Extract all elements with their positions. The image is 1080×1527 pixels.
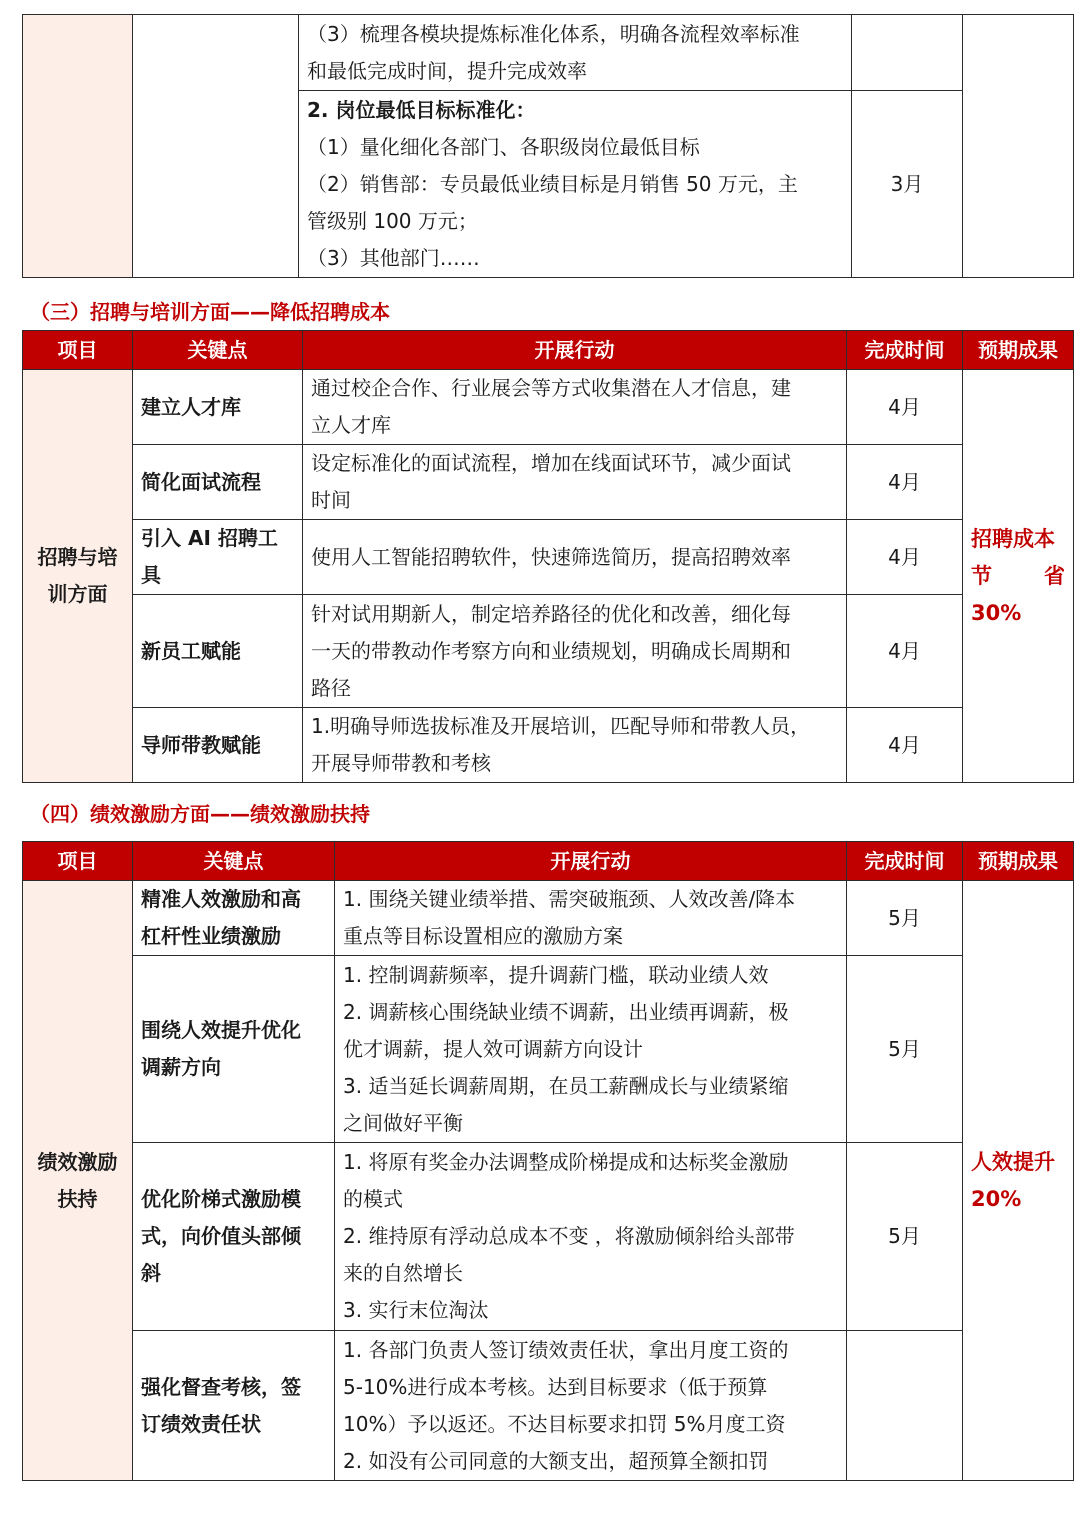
key-line: 围绕人效提升优化 [141,1018,301,1042]
top-table [22,14,1074,278]
project-line: 训方面 [47,582,108,606]
action-line: 的模式 [343,1187,403,1211]
action-line: 之间做好平衡 [343,1110,463,1135]
action-cell [335,1331,847,1481]
time-cell: 4月 [847,370,963,445]
project-cell [23,881,133,1481]
action-line: 1. 各部门负责人签订绩效责任状，拿出月度工资的 [343,1337,789,1362]
action-heading: 2. 岗位最低目标标准化： [307,97,536,122]
key-line: 建立人才库 [141,394,241,419]
header-project: 项目 [23,331,133,370]
project-line: 绩效激励 [37,1149,118,1174]
header-time: 完成时间 [847,331,963,370]
section-4-table [22,841,1074,1481]
action-line: 10%）予以返还。不达目标要求扣罚 5%月度工资 [343,1411,786,1436]
key-cell [133,370,303,445]
action-line: 一天的带教动作考察方向和业绩规划，明确成长周期和 [311,638,791,663]
time-cell: 4月 [847,708,963,783]
key-line: 精准人效激励和高 [141,887,301,911]
result-char: 省 [1044,563,1065,588]
action-cell [303,370,847,445]
time-cell: 3月 [852,91,963,278]
header-project: 项目 [23,842,133,881]
section-3-table [22,330,1074,783]
key-cell [133,445,303,520]
result-line-spread [971,558,1065,595]
key-cell [133,1143,335,1331]
action-cell [303,595,847,708]
project-line: 扶持 [57,1186,98,1211]
key-line: 强化督查考核，签 [141,1374,301,1399]
time-cell [852,15,963,91]
action-line: 通过校企合作、行业展会等方式收集潜在人才信息，建 [311,376,791,400]
time-cell: 5月 [847,1143,963,1331]
action-cell [303,520,847,595]
action-line: 重点等目标设置相应的激励方案 [343,924,623,948]
action-line: 1. 围绕关键业绩举措、需突破瓶颈、人效改善/降本 [343,887,796,911]
result-cell [963,881,1074,1481]
time-cell: 4月 [847,445,963,520]
action-cell [299,15,852,91]
key-line: 斜 [141,1261,161,1285]
action-line: 优才调薪，提人效可调薪方向设计 [343,1036,643,1061]
action-line: 3. 实行末位淘汰 [343,1298,489,1322]
action-line: （3）梳理各模块提炼标准化体系，明确各流程效率标准 [307,21,800,46]
key-line: 调薪方向 [141,1055,221,1079]
action-line: （1）量化细化各部门、各职级岗位最低目标 [307,134,700,159]
action-cell [303,708,847,783]
result-line: 招聘成本 [971,526,1055,551]
action-line: 时间 [311,488,351,512]
header-action: 开展行动 [335,842,847,881]
key-line: 新员工赋能 [141,638,241,663]
action-line: 针对试用期新人，制定培养路径的优化和改善，细化每 [311,601,791,626]
time-cell: 4月 [847,520,963,595]
key-cell-continued [133,15,299,278]
project-cell [23,370,133,783]
header-result: 预期成果 [963,331,1074,370]
header-time: 完成时间 [847,842,963,881]
project-cell-continued [23,15,133,278]
key-cell [133,881,335,956]
header-key: 关键点 [133,842,335,881]
result-line: 人效提升 [971,1149,1055,1174]
time-cell: 4月 [847,595,963,708]
project-line: 招聘与培 [37,545,118,569]
action-cell [335,1143,847,1331]
key-cell [133,956,335,1143]
header-result: 预期成果 [963,842,1074,881]
action-line: （2）销售部：专员最低业绩目标是月销售 50 万元，主 [307,171,798,196]
action-line: 开展导师带教和考核 [311,751,491,775]
time-cell: 5月 [847,956,963,1143]
result-char: 节 [971,563,992,588]
action-line: 立人才库 [311,413,391,437]
action-line: 2. 如没有公司同意的大额支出，超预算全额扣罚 [343,1448,769,1473]
action-line: （3）其他部门…… [307,245,480,270]
result-value: 30% [971,600,1022,625]
action-cell [335,956,847,1143]
result-cell [963,370,1074,783]
action-line: 来的自然增长 [343,1261,463,1285]
action-line: 2. 维持原有浮动总成本不变 ，将激励倾斜给头部带 [343,1224,795,1248]
action-line: 5-10%进行成本考核。达到目标要求（低于预算 [343,1374,768,1399]
action-line: 和最低完成时间，提升完成效率 [307,58,587,83]
action-cell [335,881,847,956]
key-line: 订绩效责任状 [141,1411,261,1436]
section-4-title: （四）绩效激励方面——绩效激励扶持 [30,802,370,826]
time-cell [847,1331,963,1481]
result-value: 20% [971,1186,1022,1211]
action-cell [299,91,852,278]
key-line: 式，向价值头部倾 [141,1224,301,1248]
action-line: 1. 控制调薪频率，提升调薪门槛，联动业绩人效 [343,962,769,987]
key-line: 杠杆性业绩激励 [141,924,281,948]
key-line: 简化面试流程 [141,469,261,494]
header-action: 开展行动 [303,331,847,370]
action-line: 1.明确导师选拔标准及开展培训，匹配导师和带教人员， [311,714,811,738]
key-line: 优化阶梯式激励模 [141,1187,301,1211]
key-line: 引入 AI 招聘工 [141,526,278,550]
time-cell: 5月 [847,881,963,956]
key-cell [133,708,303,783]
action-line: 3. 适当延长调薪周期，在员工薪酬成长与业绩紧缩 [343,1073,789,1098]
key-line: 具 [141,563,161,587]
action-line: 2. 调薪核心围绕缺业绩不调薪，出业绩再调薪，极 [343,999,789,1024]
action-line: 设定标准化的面试流程，增加在线面试环节，减少面试 [311,451,791,475]
key-cell [133,595,303,708]
action-line: 路径 [311,675,351,700]
action-line: 1. 将原有奖金办法调整成阶梯提成和达标奖金激励 [343,1150,789,1174]
header-key: 关键点 [133,331,303,370]
key-cell [133,1331,335,1481]
action-line: 管级别 100 万元； [307,208,478,233]
key-cell [133,520,303,595]
result-cell-continued [963,15,1074,278]
key-line: 导师带教赋能 [141,732,261,757]
section-3-title: （三）招聘与培训方面——降低招聘成本 [30,300,390,324]
action-cell [303,445,847,520]
action-line: 使用人工智能招聘软件，快速筛选简历，提高招聘效率 [311,544,791,569]
